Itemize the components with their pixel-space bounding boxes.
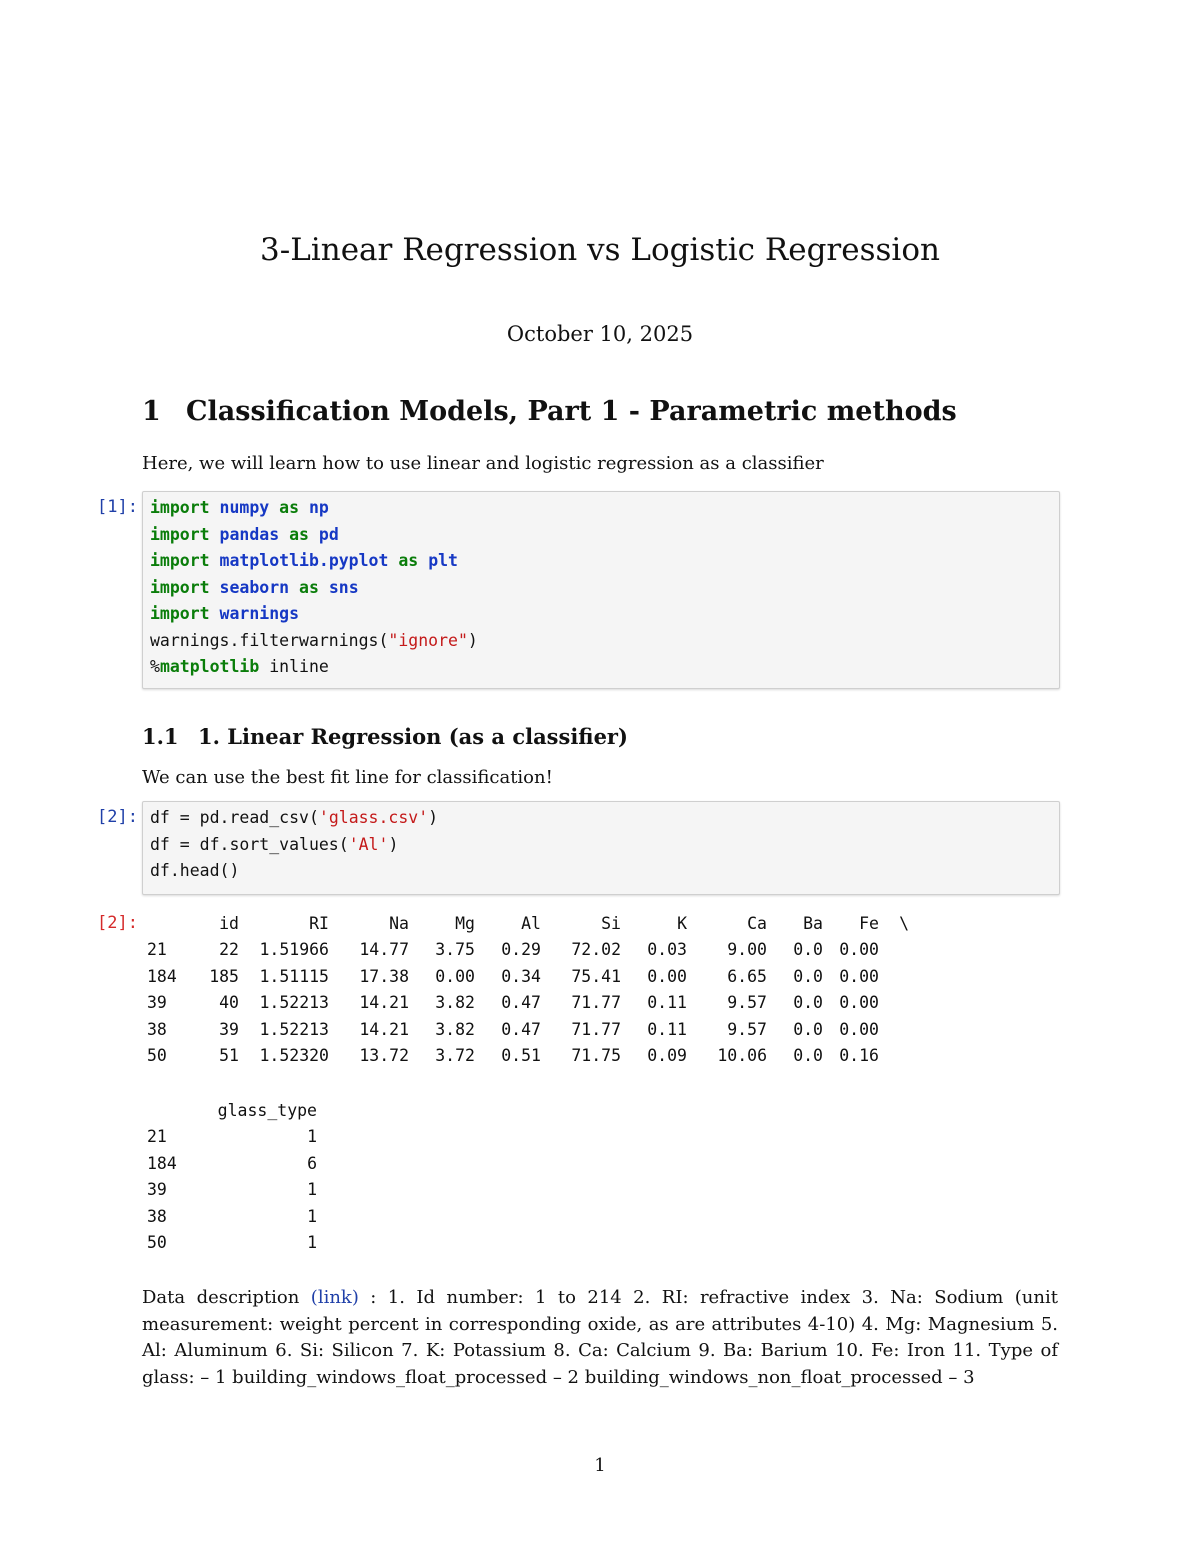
code-block[interactable] <box>143 802 1059 885</box>
column-header: glass_type <box>217 1100 317 1120</box>
table-cell: 6 <box>307 1153 317 1173</box>
section-title: Classification Models, Part 1 - Parametric methods <box>186 396 957 427</box>
table-cell: 38 <box>147 1019 167 1039</box>
table-cell <box>879 1016 909 1043</box>
table-cell <box>879 990 909 1017</box>
document-date: October 10, 2025 <box>506 322 694 346</box>
table-cell: 0.51 <box>501 1046 541 1066</box>
code-line: import seaborn as sns <box>150 577 359 597</box>
column-header: Na <box>389 913 409 933</box>
table-row <box>147 1230 317 1257</box>
table-cell: 14.77 <box>359 940 409 960</box>
column-header: \ <box>899 913 909 933</box>
table-cell: 9.57 <box>727 1019 767 1039</box>
table-header-row <box>147 1097 317 1124</box>
input-prompt: [1]: <box>97 497 138 517</box>
column-header: Ca <box>747 913 767 933</box>
dataframe-output-continued <box>147 1097 317 1256</box>
table-cell: 14.21 <box>359 993 409 1013</box>
table-cell: 14.21 <box>359 1019 409 1039</box>
table-row <box>147 990 909 1017</box>
dataframe-table <box>147 1097 317 1256</box>
table-cell: 1 <box>307 1127 317 1147</box>
intro-paragraph: Here, we will learn how to use linear and logistic regression as a classifier <box>142 453 824 474</box>
code-line: import warnings <box>150 604 300 623</box>
table-cell: 0.0 <box>793 1046 823 1066</box>
table-cell: 184 <box>147 1153 177 1173</box>
input-prompt: [2]: <box>97 807 138 827</box>
code-block[interactable] <box>143 492 1059 681</box>
data-link[interactable]: (link) <box>310 1287 359 1308</box>
code-line: df = pd.read_csv('glass.csv') <box>150 808 439 827</box>
table-row <box>147 1177 317 1204</box>
table-row <box>147 1124 317 1151</box>
table-cell: 0.00 <box>839 940 879 960</box>
table-cell: 40 <box>219 993 239 1013</box>
table-cell: 13.72 <box>359 1046 409 1066</box>
table-cell: 1 <box>307 1233 317 1253</box>
table-cell: 72.02 <box>571 940 621 960</box>
table-cell: 0.0 <box>793 1019 823 1039</box>
column-header: Al <box>521 913 541 933</box>
table-cell: 0.00 <box>839 966 879 986</box>
table-row <box>147 963 909 990</box>
document-title: 3-Linear Regression vs Logistic Regression <box>260 232 940 268</box>
column-header: id <box>219 913 239 933</box>
table-cell: 0.47 <box>501 993 541 1013</box>
table-cell: 9.00 <box>727 940 767 960</box>
column-header: K <box>677 913 687 933</box>
table-cell <box>879 963 909 990</box>
table-cell: 21 <box>147 940 167 960</box>
table-cell: 0.00 <box>839 1019 879 1039</box>
output-prompt: [2]: <box>97 913 138 933</box>
table-cell: 10.06 <box>717 1046 767 1066</box>
table-cell <box>879 937 909 964</box>
dataframe-table <box>147 910 909 1069</box>
code-line: import pandas as pd <box>150 524 339 544</box>
table-cell: 0.09 <box>647 1046 687 1066</box>
table-cell: 0.00 <box>839 993 879 1013</box>
table-cell: 22 <box>219 940 239 960</box>
table-cell: 0.16 <box>839 1046 879 1066</box>
column-header <box>147 1097 187 1124</box>
column-header: Si <box>601 913 621 933</box>
table-cell: 3.82 <box>435 993 475 1013</box>
table-cell: 1.52213 <box>259 993 329 1013</box>
table-cell: 185 <box>209 966 239 986</box>
table-row <box>147 937 909 964</box>
table-cell: 3.82 <box>435 1019 475 1039</box>
code-line: %matplotlib inline <box>150 657 329 676</box>
table-cell: 75.41 <box>571 966 621 986</box>
table-cell: 1.52320 <box>259 1046 329 1066</box>
table-cell: 71.75 <box>571 1046 621 1066</box>
subsection-heading <box>142 724 628 749</box>
table-cell: 0.03 <box>647 940 687 960</box>
code-line: import matplotlib.pyplot as plt <box>150 551 458 570</box>
paragraph: We can use the best fit line for classification! <box>142 767 553 788</box>
table-cell: 0.34 <box>501 966 541 986</box>
table-cell: 21 <box>147 1127 167 1147</box>
dataframe-output <box>147 910 909 1069</box>
table-cell: 184 <box>147 966 177 986</box>
table-cell: 39 <box>147 993 167 1013</box>
table-cell: 6.65 <box>727 966 767 986</box>
column-header <box>147 910 187 937</box>
table-cell: 1 <box>307 1180 317 1200</box>
page-number: 1 <box>594 1455 606 1476</box>
code-line: warnings.filterwarnings("ignore") <box>150 630 478 650</box>
description-text-rest: : 1. Id number: 1 to 214 2. RI: refractive index 3. Na: Sodium (unit measurement: weight percent in corresponding oxide, as are attributes 4-10) 4. Mg: Magnesium 5. Al: Aluminum 6. Si: Silicon 7. K: Potassium 8. Ca: Calcium 9. Ba: Barium 10. Fe: Iron 11. Type of glass: – 1 building_windows_float_processed – 2 building_windows_non_float_processed – 3 <box>142 1287 1058 1388</box>
table-cell: 38 <box>147 1206 167 1226</box>
code-cell-imports[interactable] <box>142 491 1060 689</box>
table-cell: 71.77 <box>571 993 621 1013</box>
section-number: 1 <box>142 396 161 427</box>
code-line: import numpy as np <box>150 498 329 517</box>
column-header: Ba <box>803 913 823 933</box>
table-cell: 39 <box>147 1180 167 1200</box>
table-cell: 17.38 <box>359 966 409 986</box>
table-cell: 0.29 <box>501 940 541 960</box>
table-cell: 0.11 <box>647 993 687 1013</box>
table-row <box>147 1016 909 1043</box>
table-cell: 0.0 <box>793 940 823 960</box>
table-cell: 3.75 <box>435 940 475 960</box>
table-cell: 9.57 <box>727 993 767 1013</box>
table-cell: 51 <box>219 1046 239 1066</box>
table-cell: 0.11 <box>647 1019 687 1039</box>
table-cell: 0.00 <box>435 966 475 986</box>
table-cell: 0.0 <box>793 966 823 986</box>
table-cell: 71.77 <box>571 1019 621 1039</box>
table-row <box>147 1043 909 1070</box>
code-line: df = df.sort_values('Al') <box>150 834 399 854</box>
table-cell: 50 <box>147 1233 167 1253</box>
table-cell: 3.72 <box>435 1046 475 1066</box>
column-header: Mg <box>455 913 475 933</box>
data-description <box>142 1285 1058 1391</box>
description-text: Data description <box>142 1287 311 1308</box>
column-header: RI <box>309 913 329 933</box>
section-heading <box>142 396 957 427</box>
column-header: Fe <box>859 913 879 933</box>
table-row <box>147 1150 317 1177</box>
table-cell: 1.51966 <box>259 940 329 960</box>
table-cell: 39 <box>219 1019 239 1039</box>
table-cell: 50 <box>147 1046 167 1066</box>
table-cell: 1 <box>307 1206 317 1226</box>
table-cell <box>879 1043 909 1070</box>
table-cell: 1.51115 <box>259 966 329 986</box>
subsection-title: 1. Linear Regression (as a classifier) <box>198 724 628 749</box>
table-header-row <box>147 910 909 937</box>
table-cell: 1.52213 <box>259 1019 329 1039</box>
table-cell: 0.00 <box>647 966 687 986</box>
subsection-number: 1.1 <box>142 724 179 749</box>
table-cell: 0.47 <box>501 1019 541 1039</box>
table-row <box>147 1203 317 1230</box>
code-line: df.head() <box>150 861 240 880</box>
table-cell: 0.0 <box>793 993 823 1013</box>
code-cell-load-data[interactable] <box>142 801 1060 895</box>
